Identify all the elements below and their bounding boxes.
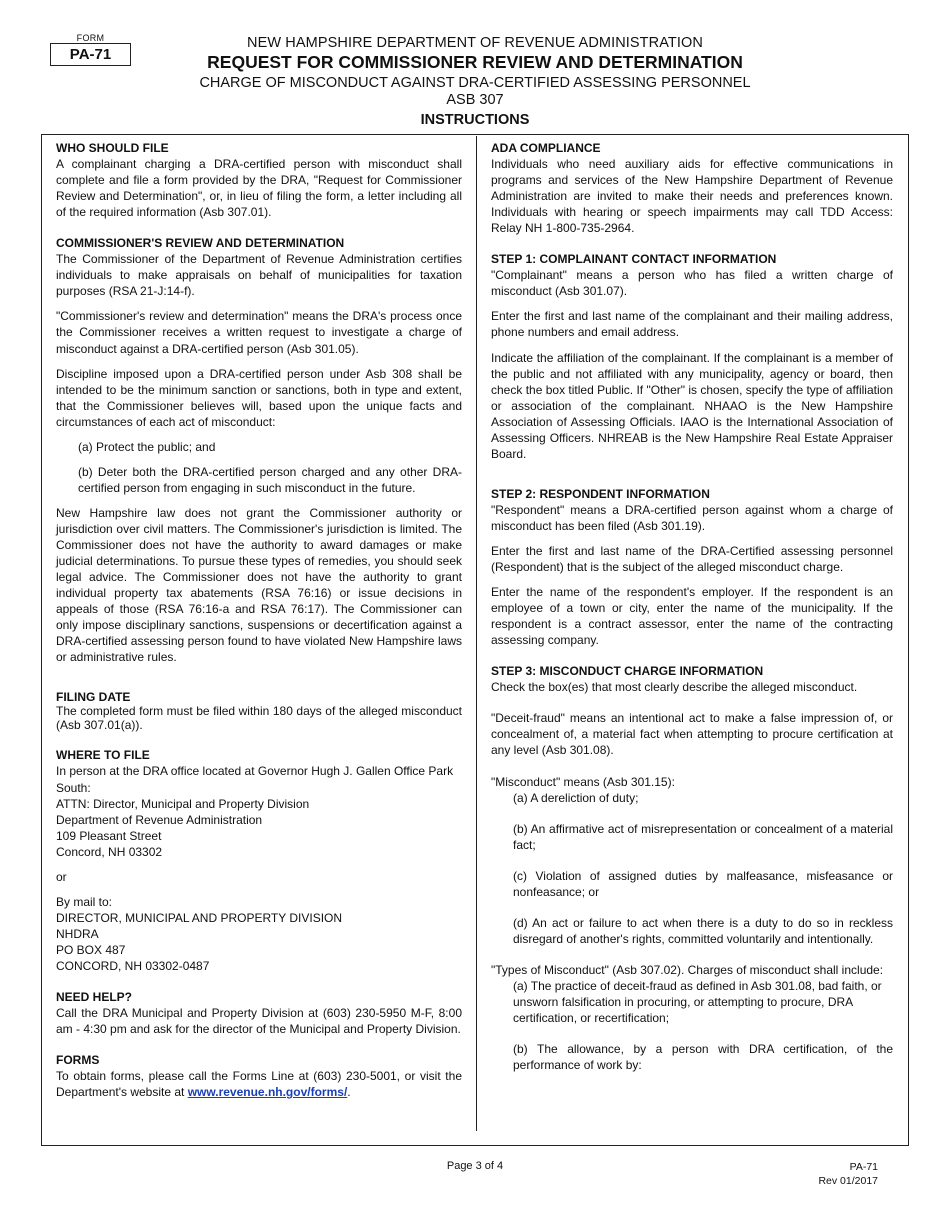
right-column bbox=[491, 140, 893, 1073]
step1-text-1: "Complainant" means a person who has filed a written charge of misconduct (Asb 301.07). bbox=[491, 268, 893, 299]
step1-heading: STEP 1: COMPLAINANT CONTACT INFORMATION bbox=[491, 252, 777, 267]
column-divider bbox=[476, 136, 477, 1131]
step2-text-1: "Respondent" means a DRA-certified person against whom a charge of misconduct has been filed (Asb 301.19). bbox=[491, 502, 893, 533]
types-item-a: (a) The practice of deceit-fraud as defined in Asb 301.08, bad faith, or unsworn falsification in procuring, or attempting to procure, DRA certification, or recertification; bbox=[513, 978, 882, 1026]
review-heading: COMMISSIONER'S REVIEW AND DETERMINATION bbox=[56, 236, 345, 251]
ada-text: Individuals who need auxiliary aids for effective communications in programs and services of the New Hampshire Department of Revenue Administration are invited to make their needs and preferences known. Individuals with hearing or speech impairments may call TDD Access: Relay NH 1-800-735-2964. bbox=[491, 157, 893, 236]
step1-text-3: Indicate the affiliation of the complainant. If the complainant is a member of the public and not affiliated with any municipality, agency or board, then check the box titled Public. If "Other" is chosen, specify the type of affiliation or association of the complainant. NHAAO is the New Hampshire Association of Assessing Officials. IAAO is the International Association of Assessing Officers. NHREAB is the New Hampshire Real Estate Appraiser Board. bbox=[491, 350, 893, 461]
mail-line-2: DIRECTOR, MUNICIPAL AND PROPERTY DIVISION bbox=[56, 910, 343, 925]
mail-line-3: NHDRA bbox=[56, 926, 99, 941]
where-line-2: ATTN: Director, Municipal and Property Division bbox=[56, 796, 310, 811]
left-column bbox=[56, 140, 462, 1100]
department-name: NEW HAMPSHIRE DEPARTMENT OF REVENUE ADMINISTRATION bbox=[247, 35, 703, 51]
mail-line-4: PO BOX 487 bbox=[56, 942, 126, 957]
forms-text bbox=[56, 1068, 462, 1100]
ada-heading: ADA COMPLIANCE bbox=[491, 141, 601, 155]
where-line-3: Department of Revenue Administration bbox=[56, 812, 263, 827]
step3-text-1: Check the box(es) that most clearly describe the alleged misconduct. bbox=[491, 680, 858, 695]
who-should-file-text: A complainant charging a DRA-certified person with misconduct shall complete and file a form provided by the DRA, "Request for Commissioner Review and Determination", or, in lieu of filing the form, a letter including all of the required information (Asb 307.01). bbox=[56, 157, 462, 220]
mail-line-5: CONCORD, NH 03302-0487 bbox=[56, 958, 210, 973]
where-line-1: In person at the DRA office located at Governor Hugh J. Gallen Office Park South: bbox=[56, 764, 454, 795]
step3-deceit-fraud: "Deceit-fraud" means an intentional act to make a false impression of, or concealment of, a material fact when attempting to procure certification at any level (Asb 301.08). bbox=[491, 711, 893, 758]
where-line-4: 109 Pleasant Street bbox=[56, 828, 162, 843]
review-text-2: "Commissioner's review and determination" means the DRA's process once the Commissioner receives a written request to investigate a charge of misconduct against a DRA-certified person (Asb 301.05). bbox=[56, 309, 462, 356]
footer-form-number: PA-71 bbox=[849, 1161, 878, 1173]
page-subtitle: CHARGE OF MISCONDUCT AGAINST DRA-CERTIFIED ASSESSING PERSONNEL bbox=[199, 75, 751, 91]
where-line-5: Concord, NH 03302 bbox=[56, 844, 163, 859]
step3-heading: STEP 3: MISCONDUCT CHARGE INFORMATION bbox=[491, 664, 764, 679]
footer-revision: Rev 01/2017 bbox=[818, 1175, 878, 1187]
misconduct-item-c: (c) Violation of assigned duties by malfeasance, misfeasance or nonfeasance; or bbox=[513, 868, 893, 899]
where-or: or bbox=[56, 869, 67, 884]
forms-text-post: . bbox=[347, 1085, 351, 1100]
page-number: Page 3 of 4 bbox=[446, 1160, 504, 1172]
filing-date-heading: FILING DATE bbox=[56, 690, 131, 705]
who-should-file-heading: WHO SHOULD FILE bbox=[56, 141, 169, 155]
misconduct-item-d: (d) An act or failure to act when there is a duty to do so in reckless disregard of another's rights, committed voluntarily and intentionally. bbox=[513, 915, 893, 946]
forms-website-link[interactable]: www.revenue.nh.gov/forms/ bbox=[187, 1085, 348, 1100]
form-number: PA-71 bbox=[50, 43, 131, 66]
page-title: REQUEST FOR COMMISSIONER REVIEW AND DETERMINATION bbox=[207, 52, 743, 72]
types-item-b: (b) The allowance, by a person with DRA certification, of the performance of work by: bbox=[513, 1042, 893, 1073]
step1-text-2: Enter the first and last name of the complainant and their mailing address, phone numbers and email address. bbox=[491, 309, 893, 340]
form-label: FORM bbox=[76, 33, 105, 43]
review-text-3: Discipline imposed upon a DRA-certified person under Asb 308 shall be intended to be the minimum sanction or sanctions, both in type and extent, that the Commissioner believes will, based upon the unique facts and circumstances of each act of misconduct: bbox=[56, 366, 462, 429]
misconduct-item-b: (b) An affirmative act of misrepresentation or concealment of a material fact; bbox=[513, 821, 893, 852]
need-help-heading: NEED HELP? bbox=[56, 990, 133, 1005]
form-number-box bbox=[50, 33, 131, 66]
forms-text-pre: To obtain forms, please call the Forms Line at (603) 230-5001, or visit the Department's website at bbox=[56, 1069, 462, 1100]
rule-reference: ASB 307 bbox=[446, 92, 504, 108]
where-to-file-heading: WHERE TO FILE bbox=[56, 748, 150, 763]
step2-text-3: Enter the name of the respondent's employer. If the respondent is an employee of a town or city, enter the name of the municipality. If the respondent is a contract assessor, enter the name of the contracting assessing company. bbox=[491, 585, 893, 648]
footer-form-info bbox=[818, 1160, 878, 1188]
instructions-heading: INSTRUCTIONS bbox=[420, 112, 530, 128]
review-text-4: New Hampshire law does not grant the Commissioner authority or jurisdiction over civil matters. The Commissioner's jurisdiction is limited. The Commissioner does not have the authority to award damages or make judicial determinations. To pursue these types of remedies, you should seek legal advice. The Commissioner does not have the authority to grant individual property tax abatements (RSA 76:16) or issue decisions in appeals of those (RSA 76:16-a and RSA 76:17). The Commissioner can only impose disciplinary sanctions, suspensions or decertification against a DRA-certified assessing person found to have violated New Hampshire laws or administrative rules. bbox=[56, 505, 462, 665]
review-item-b: (b) Deter both the DRA-certified person charged and any other DRA-certified person from engaging in such misconduct in the future. bbox=[78, 464, 462, 495]
review-text-1: The Commissioner of the Department of Revenue Administration certifies individuals to make appraisals on behalf of municipalities for taxation purposes (RSA 21-J:14-f). bbox=[56, 252, 462, 299]
need-help-text: Call the DRA Municipal and Property Division at (603) 230-5950 M-F, 8:00 am - 4:30 pm and ask for the director of the Municipal and Property Division. bbox=[56, 1006, 462, 1037]
forms-heading: FORMS bbox=[56, 1053, 100, 1068]
step3-misconduct-def: "Misconduct" means (Asb 301.15): bbox=[491, 774, 675, 789]
misconduct-item-a: (a) A dereliction of duty; bbox=[513, 790, 639, 805]
mail-line-1: By mail to: bbox=[56, 894, 113, 909]
review-item-a: (a) Protect the public; and bbox=[78, 439, 216, 454]
types-of-misconduct: "Types of Misconduct" (Asb 307.02). Charges of misconduct shall include: bbox=[491, 962, 884, 977]
step2-text-2: Enter the first and last name of the DRA-Certified assessing personnel (Respondent) that is the subject of the alleged misconduct charge. bbox=[491, 543, 893, 575]
step2-heading: STEP 2: RESPONDENT INFORMATION bbox=[491, 486, 710, 501]
filing-date-text: The completed form must be filed within 180 days of the alleged misconduct (Asb 307.01(a)). bbox=[56, 704, 462, 732]
